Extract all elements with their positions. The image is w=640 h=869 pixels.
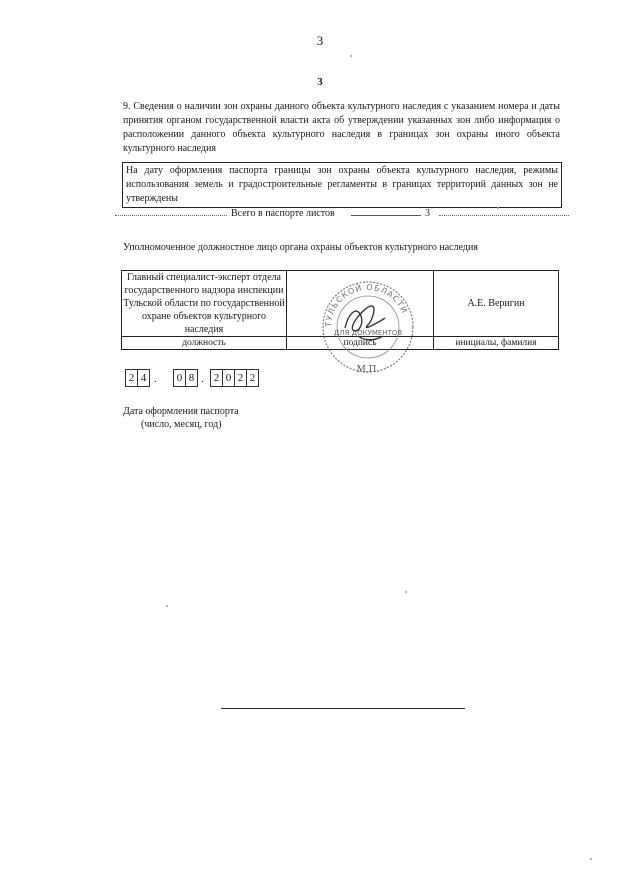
document-page: 3 3 9. Сведения о наличии зон охраны данного объекта культурного наследия с указанием номера и даты принятия органом государственной власти акта об утверждении указанных зон либо информация о расположении данного объекта культурного наследия в границах зон охраны иного объекта культурного наследия На дату оформления паспорта границы зон охраны объекта культурного наследия, режимы использования земель и градостроительные регламенты в границах территорий данных зон не утверждены Всего в паспорте листов 3 Уполномоченное должностное лицо органа охраны объектов культурного наследия Главный специалист-эксперт отдела государственного надзора инспекции Тульской области по государственной охране объектов культурного наследия А.Е. Веригин должность подпись инициалы, фамилия ТУЛЬСКОЙ ОБЛАСТИ ДЛЯ ДОКУМЕНТОВ М.П. 2 4 . 0 8 . 2 0 2 2 Дата оформления паспорта (число, месяц, год) (0, 0, 640, 869)
date-caption-line1: Дата оформления паспорта (123, 406, 239, 417)
official-title: Уполномоченное должностное лицо органа охраны объектов культурного наследия (123, 242, 478, 253)
seal-mp-text: М.П. (356, 365, 380, 375)
seal-inner-text: ДЛЯ ДОКУМЕНТОВ (333, 329, 403, 337)
dotted-line (115, 215, 227, 216)
scan-speck (350, 55, 352, 57)
official-name: А.Е. Веригин (434, 271, 559, 337)
dotted-line (439, 215, 569, 216)
scan-speck (405, 591, 407, 593)
date-caption (123, 405, 239, 431)
page-number-top: 3 (316, 33, 324, 48)
official-position: Главный специалист-эксперт отдела государственного надзора инспекции Тульской области по государственной охране объектов культурного наследия (123, 272, 285, 335)
scan-speck (497, 207, 499, 209)
date-year-box: 2 0 2 2 (210, 369, 259, 387)
svg-text:ТУЛЬСКОЙ ОБЛАСТИ (324, 281, 409, 328)
total-sheets-label: Всего в паспорте листов (231, 208, 335, 219)
scan-speck (590, 858, 592, 860)
caption-position: должность (122, 337, 287, 350)
date-day-box: 2 4 (125, 369, 150, 387)
total-sheets-value: 3 (425, 208, 430, 219)
seal-arc-text: ТУЛЬСКОЙ ОБЛАСТИ (323, 282, 410, 328)
date-caption-line2: (число, месяц, год) (141, 419, 222, 430)
caption-signature: подпись (287, 337, 434, 350)
date-month-box: 0 8 (173, 369, 198, 387)
section-9-text: 9. Сведения о наличии зон охраны данного объекта культурного наследия с указанием номера и даты принятия органом государственной власти акта об утверждении указанных зон либо информация о расположении данного объекта культурного наследия в границах зон охраны иного объекта культурного наследия (123, 101, 560, 154)
official-seal-stamp (303, 276, 433, 378)
caption-name: инициалы, фамилия (434, 337, 559, 350)
total-sheets-row (115, 208, 570, 222)
fill-line (351, 215, 421, 216)
zones-info-box: На дату оформления паспорта границы зон охраны объекта культурного наследия, режимы использования земель и градостроительные регламенты в границах территорий данных зон не утверждены (122, 162, 562, 208)
scan-speck (166, 605, 168, 607)
bottom-divider-line (221, 708, 465, 709)
page-number-inner: 3 (317, 76, 323, 88)
